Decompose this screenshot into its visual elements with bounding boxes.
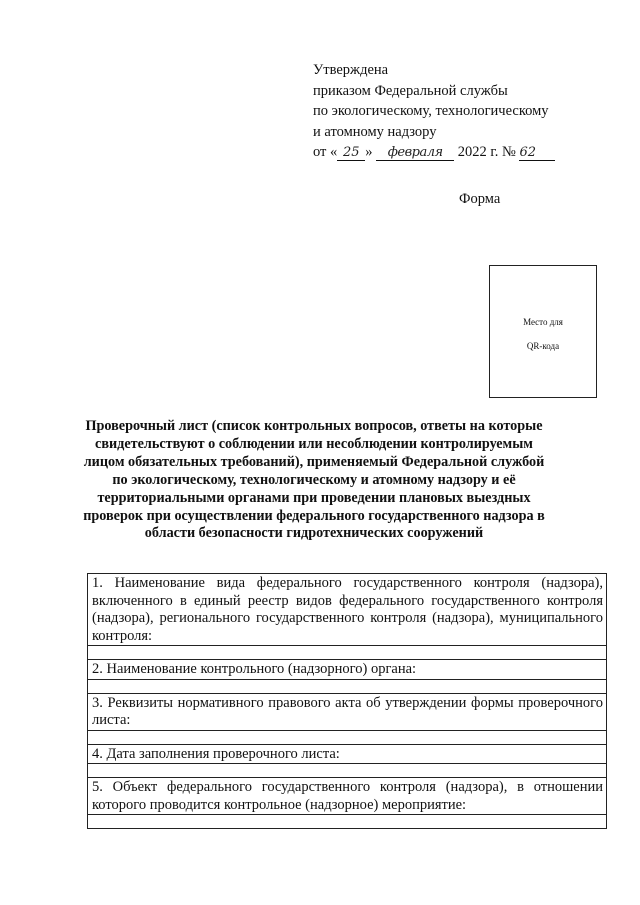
form-label: Форма	[459, 191, 501, 207]
field-value-blank[interactable]	[88, 646, 607, 660]
table-row	[88, 730, 607, 744]
table-row	[88, 815, 607, 829]
table-row	[88, 646, 607, 660]
table-row	[88, 660, 607, 680]
handwritten-order-number: 62	[519, 145, 555, 161]
field-value-blank[interactable]	[88, 764, 607, 778]
form-fields-table	[87, 573, 607, 829]
order-year-number-prefix: 2022 г. №	[457, 144, 516, 160]
qr-placeholder-line: Место для	[523, 317, 563, 327]
table-row	[88, 778, 607, 815]
handwritten-day: 25	[337, 145, 365, 161]
approval-line: по экологическому, технологическому	[313, 103, 549, 119]
document-title: Проверочный лист (список контрольных вопросов, ответы на которые свидетельствуют о соблюдении или несоблюдении контролируемым лицом обязательных требований), применяемый Федеральной службой по экологическому, технологическому и атомному надзору и её территориальными органами при проведении плановых выездных проверок при осуществлении федерального государственного надзора в области безопасности гидротехнических сооружений	[83, 418, 545, 542]
approval-line: приказом Федеральной службы	[313, 82, 508, 99]
field-label: 5. Объект федерального государственного контроля (надзора), в отношении которого проводится контрольное (надзорное) мероприятие:	[88, 778, 607, 815]
approval-line: и атомному надзору	[313, 123, 437, 140]
table-row	[88, 679, 607, 693]
field-value-blank[interactable]	[88, 679, 607, 693]
field-label: 1. Наименование вида федерального государственного контроля (надзора), включенного в единый реестр видов федерального государственного контроля (надзора), регионального государственного контроля (надзора), муниципального контроля:	[88, 574, 607, 646]
qr-placeholder-line: QR-кода	[526, 341, 560, 351]
field-value-blank[interactable]	[88, 730, 607, 744]
approval-line: Утверждена	[313, 62, 389, 78]
approval-block	[313, 60, 555, 163]
date-quote-close: »	[365, 144, 373, 160]
table-row	[88, 744, 607, 764]
table-row	[88, 574, 607, 646]
date-prefix: от «	[313, 144, 338, 160]
field-label: 4. Дата заполнения проверочного листа:	[88, 744, 607, 764]
handwritten-month: февраля	[376, 145, 454, 161]
field-label: 3. Реквизиты нормативного правового акта об утверждении формы проверочного листа:	[88, 693, 607, 730]
qr-code-placeholder	[489, 265, 597, 398]
order-date-line	[313, 142, 555, 163]
field-label: 2. Наименование контрольного (надзорного) органа:	[88, 660, 607, 680]
table-row	[88, 764, 607, 778]
table-row	[88, 693, 607, 730]
field-value-blank[interactable]	[88, 815, 607, 829]
